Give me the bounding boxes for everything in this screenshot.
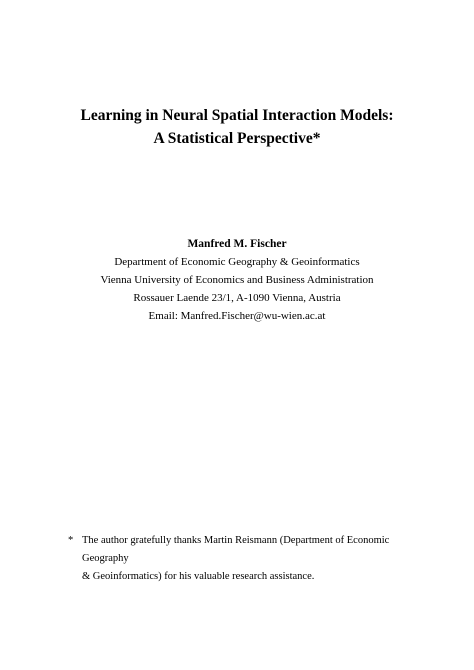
title-line-1: Learning in Neural Spatial Interaction Models: xyxy=(80,107,394,124)
footnote-first-row xyxy=(68,532,428,568)
footnote xyxy=(68,532,428,586)
title-line-2: A Statistical Perspective* xyxy=(153,130,321,147)
author-department: Department of Economic Geography & Geoinformatics xyxy=(114,256,360,268)
author-address: Rossauer Laende 23/1, A-1090 Vienna, Austria xyxy=(133,292,341,304)
footnote-mark: * xyxy=(68,535,74,546)
footnote-line-2: & Geoinformatics) for his valuable research assistance. xyxy=(82,571,315,582)
author-university: Vienna University of Economics and Business Administration xyxy=(100,274,374,286)
author-block xyxy=(0,235,474,325)
footnote-line-1: The author gratefully thanks Martin Reismann (Department of Economic Geography xyxy=(82,535,390,564)
author-name: Manfred M. Fischer xyxy=(187,238,287,250)
paper-title xyxy=(0,104,474,150)
author-email: Email: Manfred.Fischer@wu-wien.ac.at xyxy=(148,310,326,322)
